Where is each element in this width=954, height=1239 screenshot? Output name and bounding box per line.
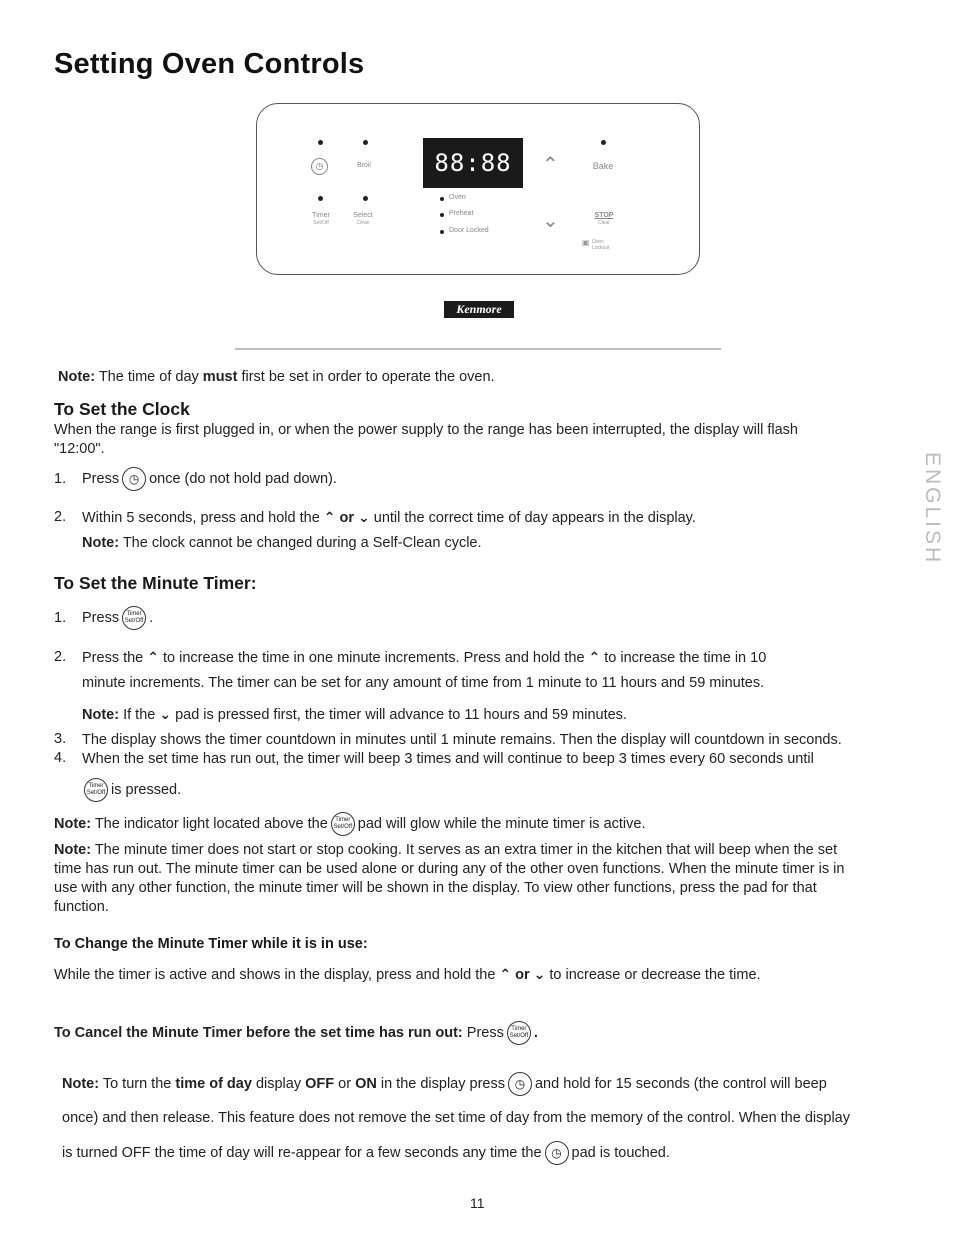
indicator-preheat: Preheat bbox=[449, 210, 474, 217]
indicator-dot bbox=[440, 213, 444, 217]
final-note-line3: is turned OFF the time of day will re-appear for a few seconds any time the ◷ pad is touched. bbox=[62, 1141, 670, 1165]
timer-pad-icon: Timer Set/Off bbox=[84, 778, 108, 802]
control-panel-illustration bbox=[256, 103, 700, 275]
indicator-oven: Oven bbox=[449, 194, 466, 201]
note-label: Note: bbox=[58, 369, 96, 385]
timer-step2-line1: Press the ⌃ to increase the time in one minute increments. Press and hold the ⌃ to increase the time in 10 bbox=[82, 649, 767, 666]
note-label: Note: bbox=[82, 535, 120, 551]
up-arrow-icon: ⌃ bbox=[588, 649, 601, 665]
stop-label-line1: STOP bbox=[594, 212, 614, 219]
indicator-dot bbox=[363, 140, 368, 145]
oven-lockout-label: Oven Lockout bbox=[592, 239, 610, 251]
indicator-dot bbox=[440, 197, 444, 201]
down-arrow-icon: ⌄ bbox=[159, 706, 172, 722]
stop-label bbox=[590, 212, 618, 226]
lock-icon: ▣ bbox=[582, 238, 590, 247]
clock-pad-icon: ◷ bbox=[122, 467, 146, 491]
page-title: Setting Oven Controls bbox=[54, 48, 365, 80]
display-digits: 88:88 bbox=[434, 149, 512, 177]
note-line: time has run out. The minute timer can be used alone or during any of the other oven functions. When the minute timer is in bbox=[54, 861, 845, 877]
up-arrow-icon: ⌃ bbox=[323, 509, 336, 525]
timer-pad-icon: Timer Set/Off bbox=[122, 606, 146, 630]
note-line: function. bbox=[54, 899, 109, 915]
heading-set-clock: To Set the Clock bbox=[54, 399, 190, 419]
clock-note bbox=[82, 534, 482, 553]
timer-step2-line2: minute increments. The timer can be set for any amount of time from 1 minute to 11 hours and 59 minutes. bbox=[82, 675, 765, 691]
step-text: until the correct time of day appears in the display. bbox=[373, 510, 696, 526]
timer-step4: When the set time has run out, the timer will beep 3 times and will continue to beep 3 times every 60 seconds until bbox=[82, 751, 814, 767]
timer-step4-end: Timer Set/Off is pressed. bbox=[84, 778, 181, 802]
step-text: . bbox=[149, 609, 154, 626]
indicator-dot bbox=[601, 140, 606, 145]
step-number: 3. bbox=[54, 731, 67, 747]
timer-note-extra bbox=[54, 841, 914, 917]
heading-minute-timer: To Set the Minute Timer: bbox=[54, 573, 257, 593]
indicator-dot bbox=[363, 196, 368, 201]
note-label: Note: bbox=[62, 1075, 100, 1092]
note-line: use with any other function, the minute timer will be shown in the display. To view other functions, press the pad for that bbox=[54, 880, 817, 896]
down-arrow-icon: ⌄ bbox=[358, 509, 370, 525]
step-text: Press bbox=[82, 470, 120, 487]
kenmore-logo: Kenmore bbox=[444, 301, 514, 318]
clock-pad-icon: ◷ bbox=[545, 1141, 569, 1165]
timer-pad-icon: Timer Set/Off bbox=[507, 1021, 531, 1045]
clock-pad-icon: ◷ bbox=[311, 158, 328, 175]
timer-note-indicator: Note: The indicator light located above the Timer Set/Off pad will glow while the minute timer is active. bbox=[54, 812, 646, 836]
down-arrow-icon: ⌄ bbox=[533, 966, 546, 982]
indicator-dot bbox=[318, 196, 323, 201]
step-number: 4. bbox=[54, 750, 67, 766]
timer-note-down: Note: If the ⌄ pad is pressed first, the timer will advance to 11 hours and 59 minutes. bbox=[82, 706, 627, 723]
step-number: 1. bbox=[54, 610, 67, 626]
heading-cancel-timer: To Cancel the Minute Timer before the set time has run out: bbox=[54, 1024, 463, 1041]
step-text: Press bbox=[82, 609, 120, 626]
timer-step1 bbox=[82, 606, 153, 630]
select-label-line2: Clean bbox=[356, 220, 370, 226]
clock-pad-icon: ◷ bbox=[508, 1072, 532, 1096]
note-label: Note: bbox=[82, 707, 120, 723]
timer-pad-icon: Timer Set/Off bbox=[331, 812, 355, 836]
indicator-door-locked: Door Locked bbox=[449, 227, 489, 234]
note-label: Note: bbox=[54, 815, 92, 832]
timer-step3: The display shows the timer countdown in minutes until 1 minute remains. Then the display will countdown in seconds. bbox=[82, 732, 842, 748]
final-note-line2: once) and then release. This feature does not remove the set time of day from the memory of the control. When the display bbox=[62, 1110, 850, 1126]
step-number: 2. bbox=[54, 509, 67, 525]
indicator-dot bbox=[318, 140, 323, 145]
clock-intro-line1: When the range is first plugged in, or when the power supply to the range has been interrupted, the display will flash bbox=[54, 422, 798, 438]
bake-label: Bake bbox=[592, 161, 614, 171]
step-text: once (do not hold pad down). bbox=[149, 470, 337, 487]
step-number: 2. bbox=[54, 649, 67, 665]
down-arrow-icon: ⌄ bbox=[542, 210, 559, 232]
note-text-post: first be set in order to operate the oven. bbox=[237, 369, 495, 385]
timer-label-line1: Timer bbox=[312, 212, 330, 219]
indicator-dot bbox=[440, 230, 444, 234]
note-text-pre: The time of day bbox=[95, 369, 203, 385]
step-text: Within 5 seconds, press and hold the bbox=[82, 510, 320, 526]
timer-label bbox=[306, 212, 336, 226]
side-tab-english: ENGLISH bbox=[921, 452, 944, 566]
broil-label: Broil bbox=[356, 162, 371, 169]
timer-label-line2: Set/Off bbox=[313, 220, 329, 226]
up-arrow-icon: ⌃ bbox=[499, 966, 512, 982]
stop-label-line2: Clear bbox=[598, 220, 610, 226]
cancel-timer-line: To Cancel the Minute Timer before the set time has run out: Press Timer Set/Off . bbox=[54, 1021, 538, 1045]
clock-step2 bbox=[82, 508, 696, 528]
final-note-line1: Note: To turn the time of day display OFF or ON in the display press ◷ and hold for 15 seconds (the control will beep bbox=[62, 1072, 827, 1096]
or-text: or bbox=[339, 510, 355, 526]
up-arrow-icon: ⌃ bbox=[542, 154, 559, 176]
select-label-line1: Select bbox=[353, 212, 373, 219]
clock-intro-line2: "12:00". bbox=[54, 441, 105, 457]
or-text: or bbox=[515, 967, 530, 983]
change-timer-text: While the timer is active and shows in the display, press and hold the ⌃ or ⌄ to increase or decrease the time. bbox=[54, 966, 761, 983]
note-text: The clock cannot be changed during a Self-Clean cycle. bbox=[119, 535, 482, 551]
note-label: Note: bbox=[54, 842, 92, 858]
select-label bbox=[348, 212, 378, 226]
note-time-of-day bbox=[58, 368, 495, 387]
step-number: 1. bbox=[54, 471, 67, 487]
note-line: Note: The minute timer does not start or stop cooking. It serves as an extra timer in the kitchen that will beep when the set bbox=[54, 842, 838, 858]
note-strong: must bbox=[202, 369, 238, 385]
up-arrow-icon: ⌃ bbox=[147, 649, 159, 665]
heading-change-timer: To Change the Minute Timer while it is in use: bbox=[54, 936, 368, 952]
panel-display bbox=[423, 138, 523, 188]
clock-step1 bbox=[82, 467, 337, 491]
page-number: 11 bbox=[470, 1195, 485, 1211]
